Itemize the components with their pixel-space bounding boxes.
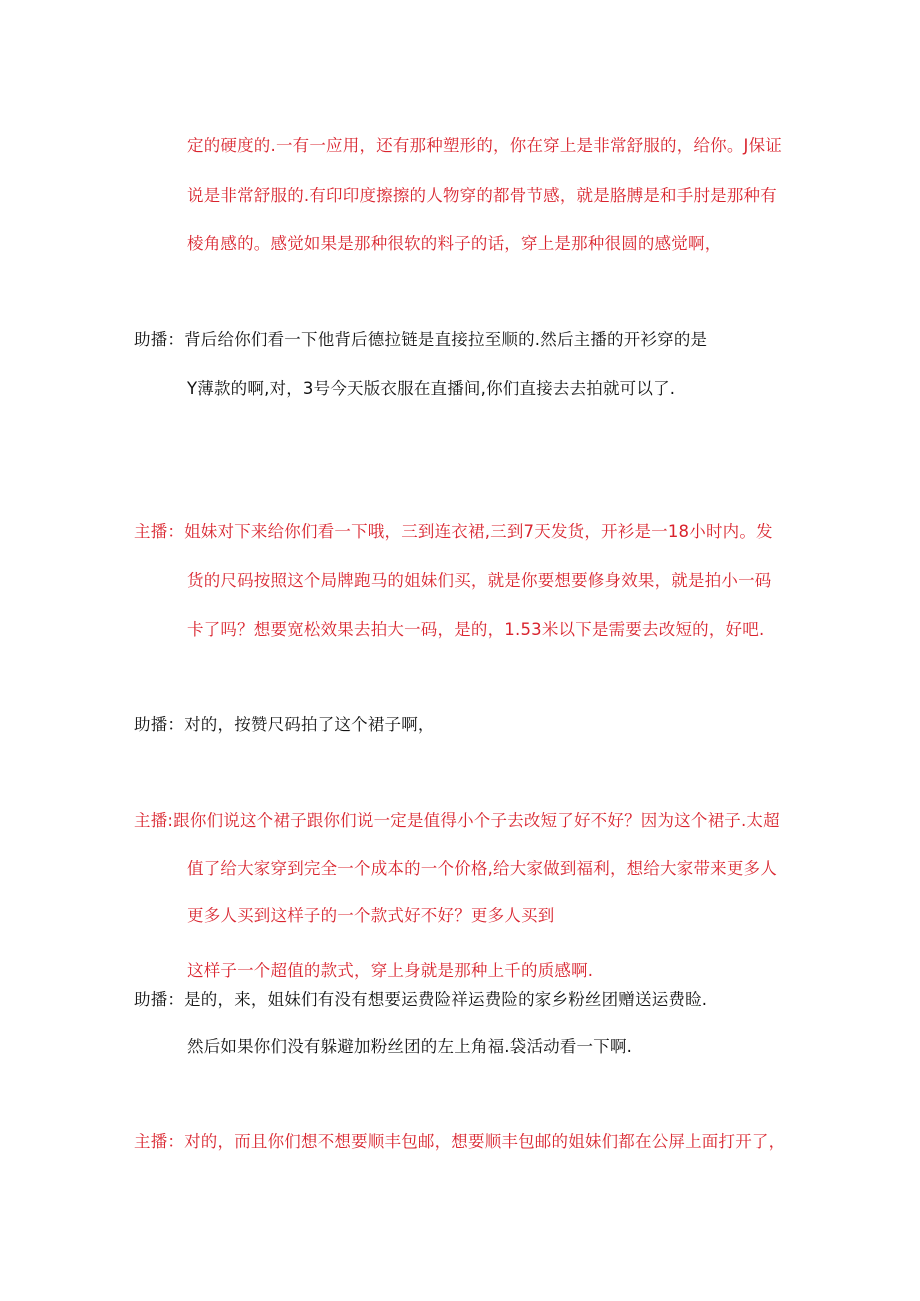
transcript-line: [187, 960, 593, 982]
transcript-line: [134, 714, 435, 736]
speaker-label: 助播：: [134, 715, 185, 734]
speaker-label: 助播：: [134, 990, 185, 1009]
line-text: 值了给大家穿到完全一个成本的一个价格,给大家做到福利，想给大家带来更多人: [187, 859, 777, 878]
transcript-line: [187, 378, 675, 400]
line-text: 货的尺码按照这个局牌跑马的姐妹们买，就是你要想要修身效果，就是拍小一码: [187, 571, 772, 590]
line-text: 定的硬度的.一有一应用，还有那种塑形的，你在穿上是非常舒服的，给你。J保证: [187, 136, 783, 155]
speaker-label: 主播：: [134, 1132, 185, 1151]
transcript-line: [187, 858, 777, 880]
line-text: 棱角感的。感觉如果是那种很软的料子的话，穿上是那种很圆的感觉啊，: [187, 234, 722, 253]
line-text: Y薄款的啊,对，3号今天版衣服在直播间,你们直接去去拍就可以了.: [187, 379, 676, 398]
transcript-line: [134, 329, 707, 351]
transcript-line: [187, 619, 764, 641]
transcript-line: [187, 233, 721, 255]
line-text: 姐妹对下来给你们看一下哦，三到连衣裙,三到7天发货，开衫是一18小时内。发: [184, 522, 773, 541]
transcript-line: [134, 810, 780, 832]
transcript-line: [134, 1131, 785, 1153]
speaker-label: 主播：: [134, 522, 185, 541]
transcript-line: [187, 905, 554, 927]
speaker-label: 主播:: [134, 811, 174, 830]
line-text: 背后给你们看一下他背后德拉链是直接拉至顺的.然后主播的开衫穿的是: [184, 330, 708, 349]
speaker-label: 助播：: [134, 330, 185, 349]
line-text: 卡了吗？想要宽松效果去拍大一码，是的，1.53米以下是需要去改短的，好吧.: [187, 620, 765, 639]
transcript-line: [187, 135, 782, 157]
line-text: 对的，而且你们想不想要顺丰包邮，想要顺丰包邮的姐妹们都在公屏上面打开了，: [184, 1132, 786, 1151]
line-text: 然后如果你们没有躲避加粉丝团的左上角福.袋活动看一下啊.: [187, 1037, 633, 1056]
transcript-line: [134, 521, 773, 543]
line-text: 对的，按赞尺码拍了这个裙子啊，: [184, 715, 435, 734]
line-text: 这样子一个超值的款式，穿上身就是那种上千的质感啊.: [187, 961, 594, 980]
transcript-line: [187, 1036, 632, 1058]
transcript-line: [187, 570, 772, 592]
line-text: 是的，来，姐妹们有没有想要运费险祥运费险的家乡粉丝团赠送运费睑.: [184, 990, 708, 1009]
transcript-line: [134, 989, 707, 1011]
transcript-line: [187, 185, 777, 207]
line-text: 更多人买到这样子的一个款式好不好？更多人买到: [187, 906, 555, 925]
line-text: 说是非常舒服的.有印印度擦擦的人物穿的都骨节感，就是胳膊是和手肘是那种有: [187, 186, 777, 205]
line-text: 跟你们说这个裙子跟你们说一定是值得小个子去改短了好不好？因为这个裙子.太超: [173, 811, 780, 830]
